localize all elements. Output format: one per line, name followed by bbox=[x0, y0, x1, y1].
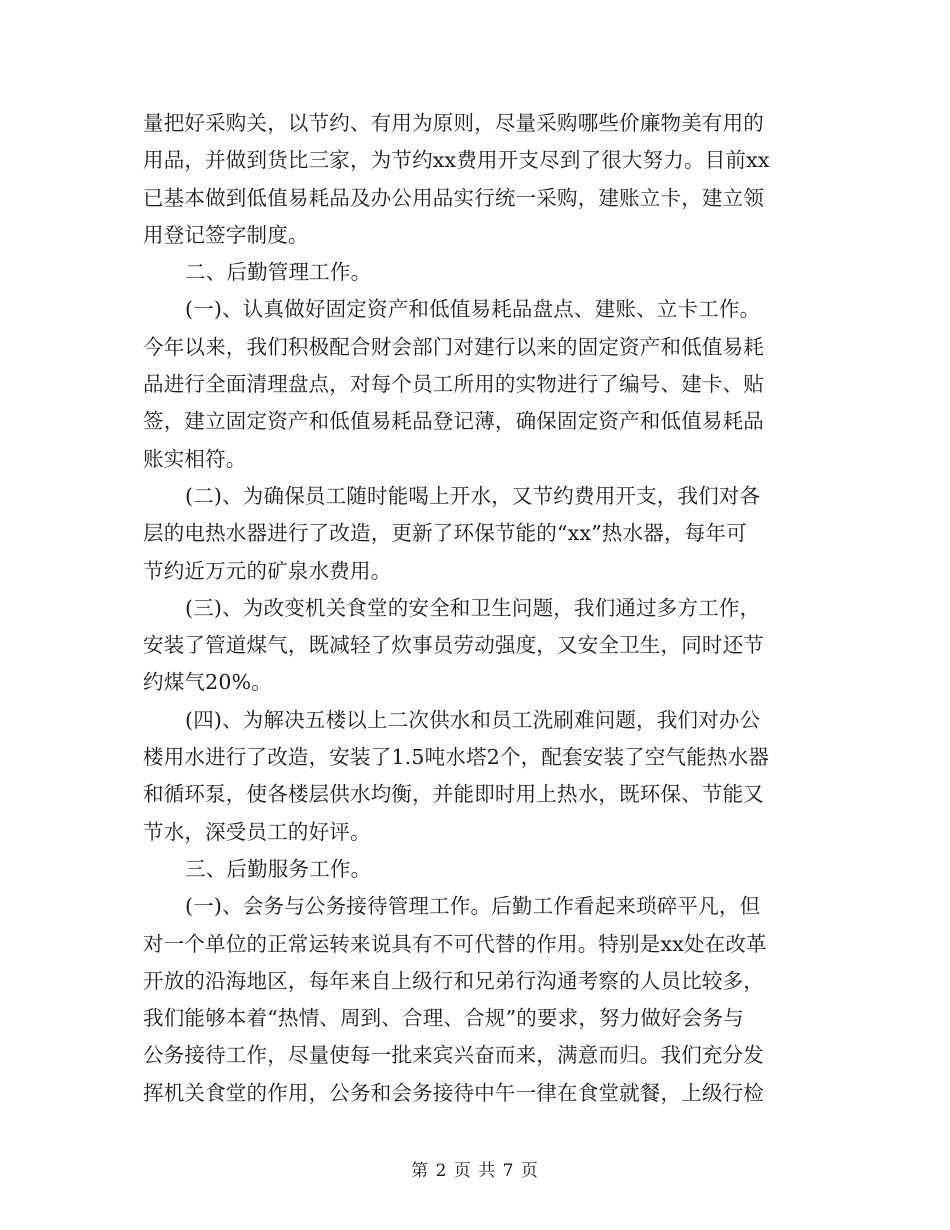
text-line: 三、后勤服务工作。 bbox=[185, 856, 372, 881]
text-line: (二)、为确保员工随时能喝上开水，又节约费用开支，我们对各 bbox=[185, 483, 761, 508]
text-line: 对一个单位的正常运转来说具有不可代替的作用。特别是xx处在改革 bbox=[143, 931, 767, 956]
page-footer: 第 2 页 共 7 页 bbox=[411, 1161, 539, 1181]
text-line: (一)、认真做好固定资产和低值易耗品盘点、建账、立卡工作。 bbox=[185, 297, 761, 322]
text-line: 签，建立固定资产和低值易耗品登记薄，确保固定资产和低值易耗品 bbox=[143, 409, 764, 434]
text-line: (一)、会务与公务接待管理工作。后勤工作看起来琐碎平凡，但 bbox=[185, 894, 761, 919]
text-line: 节水，深受员工的好评。 bbox=[143, 819, 371, 844]
text-line: 安装了管道煤气，既减轻了炊事员劳动强度，又安全卫生，同时还节 bbox=[143, 633, 764, 658]
text-line: 层的电热水器进行了改造，更新了环保节能的“xx”热水器，每年可 bbox=[143, 521, 747, 546]
text-line: 公务接待工作，尽量使每一批来宾兴奋而来，满意而归。我们充分发 bbox=[143, 1043, 764, 1068]
text-line: 节约近万元的矿泉水费用。 bbox=[143, 558, 392, 583]
text-line: 楼用水进行了改造，安装了1.5吨水塔2个，配套安装了空气能热水器 bbox=[143, 745, 770, 770]
text-line: 账实相符。 bbox=[143, 446, 247, 471]
text-line: 和循环泵，使各楼层供水均衡，并能即时用上热水，既环保、节能又 bbox=[143, 782, 764, 807]
text-line: (四)、为解决五楼以上二次供水和员工洗刷难问题，我们对办公 bbox=[185, 707, 761, 732]
text-line: 开放的沿海地区，每年来自上级行和兄弟行沟通考察的人员比较多， bbox=[143, 968, 764, 993]
text-line: 约煤气20%。 bbox=[143, 670, 272, 695]
text-line: 量把好采购关，以节约、有用为原则，尽量采购哪些价廉物美有用的 bbox=[143, 111, 764, 135]
body-text bbox=[143, 105, 823, 1112]
text-line: 用品，并做到货比三家，为节约xx费用开支尽到了很大努力。目前xx bbox=[143, 148, 770, 173]
text-line: 品进行全面清理盘点，对每个员工所用的实物进行了编号、建卡、贴 bbox=[143, 372, 764, 397]
text-line: 二、后勤管理工作。 bbox=[185, 260, 372, 285]
text-line: 今年以来，我们积极配合财会部门对建行以来的固定资产和低值易耗 bbox=[143, 334, 764, 359]
text-line: 已基本做到低值易耗品及办公用品实行统一采购，建账立卡，建立领 bbox=[143, 185, 764, 210]
text-line: 用登记签字制度。 bbox=[143, 222, 309, 247]
text-line: 我们能够本着“热情、周到、合理、合规”的要求，努力做好会务与 bbox=[143, 1006, 744, 1031]
text-line: 挥机关食堂的作用，公务和会务接待中午一律在食堂就餐，上级行检 bbox=[143, 1080, 764, 1105]
text-line: (三)、为改变机关食堂的安全和卫生问题，我们通过多方工作， bbox=[185, 595, 761, 620]
